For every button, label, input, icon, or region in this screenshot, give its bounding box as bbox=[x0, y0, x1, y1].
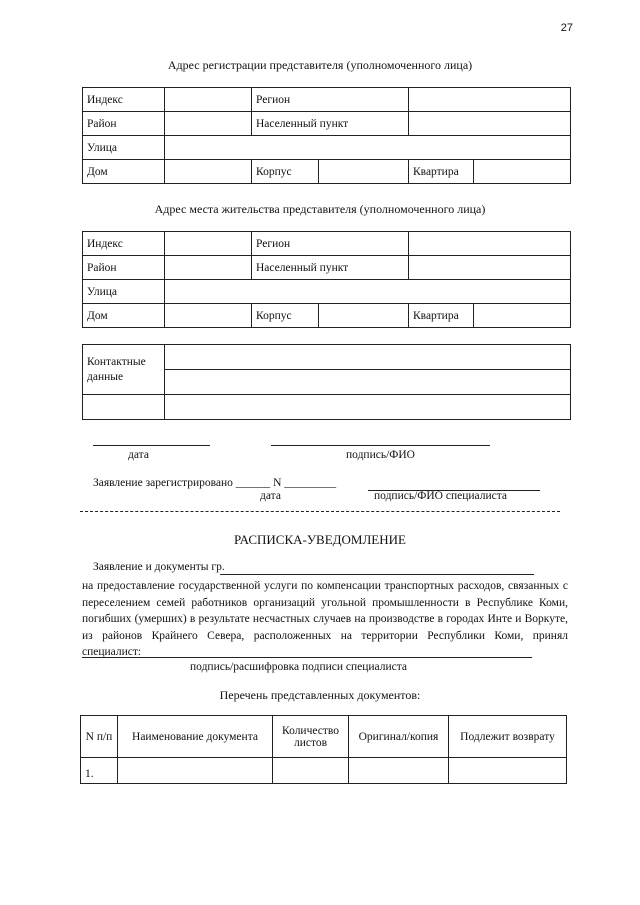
street-label: Улица bbox=[83, 280, 165, 304]
locality-label: Населенный пункт bbox=[252, 256, 409, 280]
contacts-extra-label bbox=[83, 395, 165, 420]
contacts-field-2[interactable] bbox=[165, 370, 571, 395]
index-field[interactable] bbox=[165, 88, 252, 112]
receipt-body: на предоставление государственной услуги по компенсации транспортных расходов, связанных с переселением семей работников организаций угольной промышленности в Республике Коми, погибших (умерших) в результате несчастных случаев на производстве в городах Инте и Воркуте, из районов Крайнего Севера, расположенных на территории Республики Коми, принял специалист: bbox=[82, 580, 568, 658]
documents-list-title: Перечень представленных документов: bbox=[219, 688, 421, 702]
registration-date-caption: дата bbox=[260, 490, 281, 502]
header-original-copy: Оригинал/копия bbox=[349, 716, 449, 758]
contacts-label: Контактные данные bbox=[83, 345, 165, 395]
applicant-name-line bbox=[220, 574, 534, 575]
region-label: Регион bbox=[252, 232, 409, 256]
header-document-name: Наименование документа bbox=[118, 716, 273, 758]
district-label: Район bbox=[83, 112, 165, 136]
row-to-return[interactable] bbox=[449, 758, 567, 784]
apartment-field[interactable] bbox=[473, 304, 570, 327]
signature-caption: подпись/ФИО bbox=[346, 449, 415, 461]
street-field[interactable] bbox=[165, 280, 571, 304]
house-field[interactable] bbox=[165, 304, 252, 328]
locality-field[interactable] bbox=[409, 256, 571, 280]
documents-table bbox=[80, 715, 567, 784]
index-field[interactable] bbox=[165, 232, 252, 256]
registration-address-table bbox=[82, 87, 571, 184]
apartment-label: Квартира bbox=[409, 160, 473, 183]
region-label: Регион bbox=[252, 88, 409, 112]
signature-line bbox=[271, 445, 490, 446]
region-field[interactable] bbox=[409, 88, 571, 112]
apartment-label: Квартира bbox=[409, 304, 473, 327]
specialist-caption: подпись/расшифровка подписи специалиста bbox=[190, 661, 408, 673]
house-label: Дом bbox=[83, 304, 165, 328]
registration-specialist-caption: подпись/ФИО специалиста bbox=[374, 490, 507, 502]
row-original-copy[interactable] bbox=[349, 758, 449, 784]
region-field[interactable] bbox=[409, 232, 571, 256]
residence-address-table bbox=[82, 231, 571, 328]
residence-address-title: Адрес места жительства представителя (уполномоченного лица) bbox=[154, 202, 486, 216]
building-cell bbox=[252, 304, 409, 328]
row-document-name[interactable] bbox=[118, 758, 273, 784]
receipt-from: Заявление и документы гр. bbox=[93, 561, 225, 573]
cut-line bbox=[80, 511, 560, 512]
row-sheet-count[interactable] bbox=[273, 758, 349, 784]
building-cell bbox=[252, 160, 409, 184]
apartment-cell bbox=[409, 160, 571, 184]
street-label: Улица bbox=[83, 136, 165, 160]
registration-text: Заявление зарегистрировано ______ N _________ bbox=[93, 477, 337, 489]
header-sheet-count: Количество листов bbox=[273, 716, 349, 758]
house-field[interactable] bbox=[165, 160, 252, 184]
street-field[interactable] bbox=[165, 136, 571, 160]
apartment-cell bbox=[409, 304, 571, 328]
header-to-return: Подлежит возврату bbox=[449, 716, 567, 758]
building-label: Корпус bbox=[252, 304, 318, 327]
index-label: Индекс bbox=[83, 232, 165, 256]
registration-address-title: Адрес регистрации представителя (уполномоченного лица) bbox=[167, 58, 473, 72]
date-caption: дата bbox=[128, 449, 149, 461]
building-field[interactable] bbox=[318, 160, 408, 183]
header-number: N п/п bbox=[81, 716, 118, 758]
building-label: Корпус bbox=[252, 160, 318, 183]
building-field[interactable] bbox=[318, 304, 408, 327]
specialist-line bbox=[82, 657, 532, 658]
district-field[interactable] bbox=[165, 256, 252, 280]
apartment-field[interactable] bbox=[473, 160, 570, 183]
locality-label: Населенный пункт bbox=[252, 112, 409, 136]
receipt-title: РАСПИСКА-УВЕДОМЛЕНИЕ bbox=[234, 532, 406, 547]
district-label: Район bbox=[83, 256, 165, 280]
district-field[interactable] bbox=[165, 112, 252, 136]
index-label: Индекс bbox=[83, 88, 165, 112]
date-line bbox=[93, 445, 210, 446]
page-number: 27 bbox=[560, 22, 573, 34]
house-label: Дом bbox=[83, 160, 165, 184]
table-row bbox=[81, 758, 567, 784]
row-number: 1. bbox=[81, 758, 118, 784]
contacts-field-3[interactable] bbox=[165, 395, 571, 420]
contacts-table bbox=[82, 344, 571, 420]
contacts-field-1[interactable] bbox=[165, 345, 571, 370]
locality-field[interactable] bbox=[409, 112, 571, 136]
